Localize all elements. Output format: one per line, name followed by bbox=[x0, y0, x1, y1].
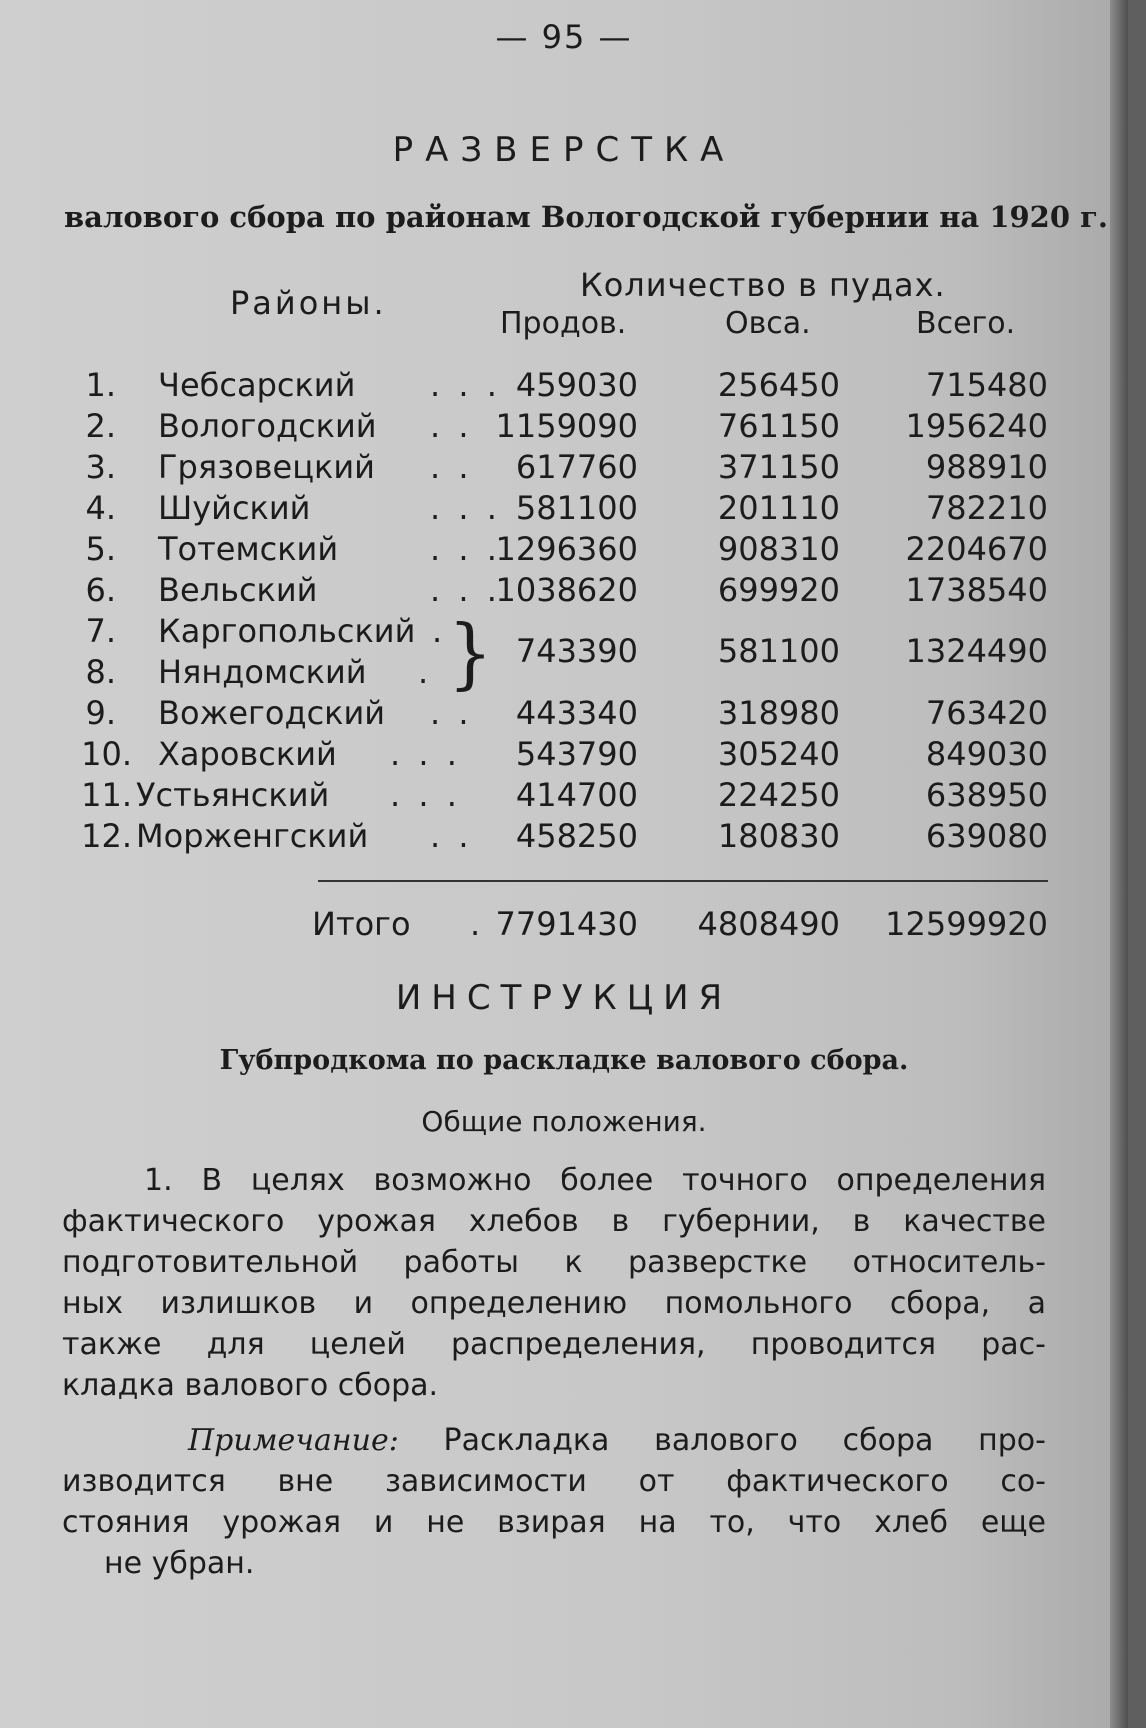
paragraph-1 bbox=[62, 1160, 1046, 1406]
value-prod: 581100 bbox=[515, 489, 638, 527]
total-rule bbox=[318, 880, 1048, 882]
document-title: РАЗВЕРСТКА bbox=[392, 130, 736, 170]
paragraph-line: фактического урожая хлебов в губернии, в качестве bbox=[62, 1204, 1046, 1239]
paragraph-line: кладка валового сбора. bbox=[62, 1368, 439, 1403]
note-line: не убран. bbox=[104, 1546, 255, 1581]
leader-dots: . . . bbox=[430, 489, 501, 527]
row-number: 12. bbox=[81, 817, 132, 855]
district-name: Няндомский bbox=[158, 653, 367, 691]
note-line: стояния урожая и не взирая на то, что хлеб еще bbox=[62, 1505, 1046, 1540]
note-paragraph bbox=[62, 1420, 1046, 1584]
page-number: — 95 — bbox=[495, 18, 633, 56]
header-col-total: Всего. bbox=[916, 306, 1016, 341]
row-number: 10. bbox=[81, 735, 132, 773]
district-name: Шуйский bbox=[158, 489, 311, 527]
document-subtitle: валового сбора по районам Вологодской губернии на 1920 г. bbox=[64, 200, 1108, 234]
leader-dots: . . . bbox=[390, 776, 461, 814]
table-row bbox=[0, 735, 1128, 776]
district-name: Устьянский bbox=[136, 776, 330, 814]
row-number: 11. bbox=[81, 776, 132, 814]
header-col-oats: Овса. bbox=[725, 306, 811, 341]
leader-dots: . . . bbox=[430, 366, 501, 404]
table-row bbox=[0, 407, 1128, 448]
leader-dots: . . bbox=[430, 407, 473, 445]
header-quantity-group: Количество в пудах. bbox=[580, 266, 946, 304]
row-number: 1. bbox=[85, 366, 116, 404]
district-name: Тотемский bbox=[158, 530, 339, 568]
note-label: Примечание: bbox=[188, 1423, 399, 1458]
value-oats: 699920 bbox=[717, 571, 840, 609]
district-name: Харовский bbox=[158, 735, 337, 773]
district-name: Вельский bbox=[158, 571, 318, 609]
table-row bbox=[0, 448, 1128, 489]
value-prod: 1159090 bbox=[495, 407, 638, 445]
note-line: изводится вне зависимости от фактического со- bbox=[62, 1464, 1046, 1499]
value-oats: 908310 bbox=[717, 530, 840, 568]
value-total: 849030 bbox=[925, 735, 1048, 773]
paragraph-line: 1. В целях возможно более точного определения bbox=[144, 1163, 1046, 1198]
table-row bbox=[0, 694, 1128, 735]
value-prod: 543790 bbox=[515, 735, 638, 773]
district-name: Чебсарский bbox=[158, 366, 356, 404]
value-prod: 1296360 bbox=[495, 530, 638, 568]
leader-dots: . bbox=[418, 653, 433, 691]
value-total: 639080 bbox=[925, 817, 1048, 855]
value-total: 2204670 bbox=[905, 530, 1048, 568]
table-row bbox=[0, 776, 1128, 817]
table-row bbox=[0, 489, 1128, 530]
value-oats: 581100 bbox=[717, 632, 840, 670]
value-oats: 256450 bbox=[717, 366, 840, 404]
section-heading: Общие положения. bbox=[421, 1105, 707, 1138]
table-row bbox=[0, 817, 1128, 858]
value-prod: 1038620 bbox=[495, 571, 638, 609]
leader-dots: . . . bbox=[430, 530, 501, 568]
row-number: 9. bbox=[85, 694, 116, 732]
total-label: Итого bbox=[312, 905, 411, 943]
total-oats: 4808490 bbox=[697, 905, 840, 943]
value-oats: 224250 bbox=[717, 776, 840, 814]
value-total: 715480 bbox=[925, 366, 1048, 404]
total-prod: 7791430 bbox=[495, 905, 638, 943]
paragraph-line: также для целей распределения, проводится рас- bbox=[62, 1327, 1046, 1362]
value-total: 988910 bbox=[925, 448, 1048, 486]
merge-brace: } bbox=[448, 607, 493, 699]
total-row bbox=[0, 905, 1128, 946]
row-number: 6. bbox=[85, 571, 116, 609]
leader-dots: . . . bbox=[430, 571, 501, 609]
value-prod: 459030 bbox=[515, 366, 638, 404]
page-edge-shadow bbox=[1110, 0, 1128, 1728]
header-col-prod: Продов. bbox=[500, 306, 627, 341]
row-number: 3. bbox=[85, 448, 116, 486]
value-oats: 180830 bbox=[717, 817, 840, 855]
value-oats: 761150 bbox=[717, 407, 840, 445]
value-oats: 318980 bbox=[717, 694, 840, 732]
district-name: Вожегодский bbox=[158, 694, 386, 732]
row-number: 8. bbox=[85, 653, 116, 691]
leader-dots: . . bbox=[430, 448, 473, 486]
table-row bbox=[0, 366, 1128, 407]
row-number: 7. bbox=[85, 612, 116, 650]
total-dots: . bbox=[470, 905, 485, 943]
value-total: 638950 bbox=[925, 776, 1048, 814]
value-total: 1956240 bbox=[905, 407, 1048, 445]
district-name: Вологодский bbox=[158, 407, 377, 445]
value-oats: 371150 bbox=[717, 448, 840, 486]
paragraph-line: подготовительной работы к разверстке относитель- bbox=[62, 1245, 1046, 1280]
value-prod: 743390 bbox=[515, 632, 638, 670]
merged-row-7-8 bbox=[0, 632, 1128, 673]
leader-dots: . . . bbox=[390, 735, 461, 773]
district-name: Морженгский bbox=[136, 817, 369, 855]
value-prod: 458250 bbox=[515, 817, 638, 855]
header-districts: Районы. bbox=[230, 284, 387, 322]
table-row bbox=[0, 571, 1128, 612]
leader-dots: . bbox=[432, 612, 447, 650]
value-total: 763420 bbox=[925, 694, 1048, 732]
row-number: 4. bbox=[85, 489, 116, 527]
row-number: 5. bbox=[85, 530, 116, 568]
value-total: 1324490 bbox=[905, 632, 1048, 670]
value-total: 1738540 bbox=[905, 571, 1048, 609]
instruction-title: ИНСТРУКЦИЯ bbox=[395, 978, 733, 1018]
district-name: Каргопольский bbox=[158, 612, 416, 650]
value-prod: 414700 bbox=[515, 776, 638, 814]
row-number: 2. bbox=[85, 407, 116, 445]
note-first-text: Раскладка валового сбора про- bbox=[398, 1423, 1046, 1458]
instruction-subtitle: Губпродкома по раскладке валового сбора. bbox=[219, 1045, 909, 1076]
value-prod: 443340 bbox=[515, 694, 638, 732]
leader-dots: . . bbox=[430, 694, 473, 732]
paragraph-line: ных излишков и определению помольного сбора, а bbox=[62, 1286, 1046, 1321]
value-total: 782210 bbox=[925, 489, 1048, 527]
value-oats: 305240 bbox=[717, 735, 840, 773]
value-oats: 201110 bbox=[717, 489, 840, 527]
table-row bbox=[0, 530, 1128, 571]
district-name: Грязовецкий bbox=[158, 448, 375, 486]
total-all: 12599920 bbox=[885, 905, 1048, 943]
value-prod: 617760 bbox=[515, 448, 638, 486]
note-first-line bbox=[62, 1420, 1046, 1461]
leader-dots: . . bbox=[430, 817, 473, 855]
